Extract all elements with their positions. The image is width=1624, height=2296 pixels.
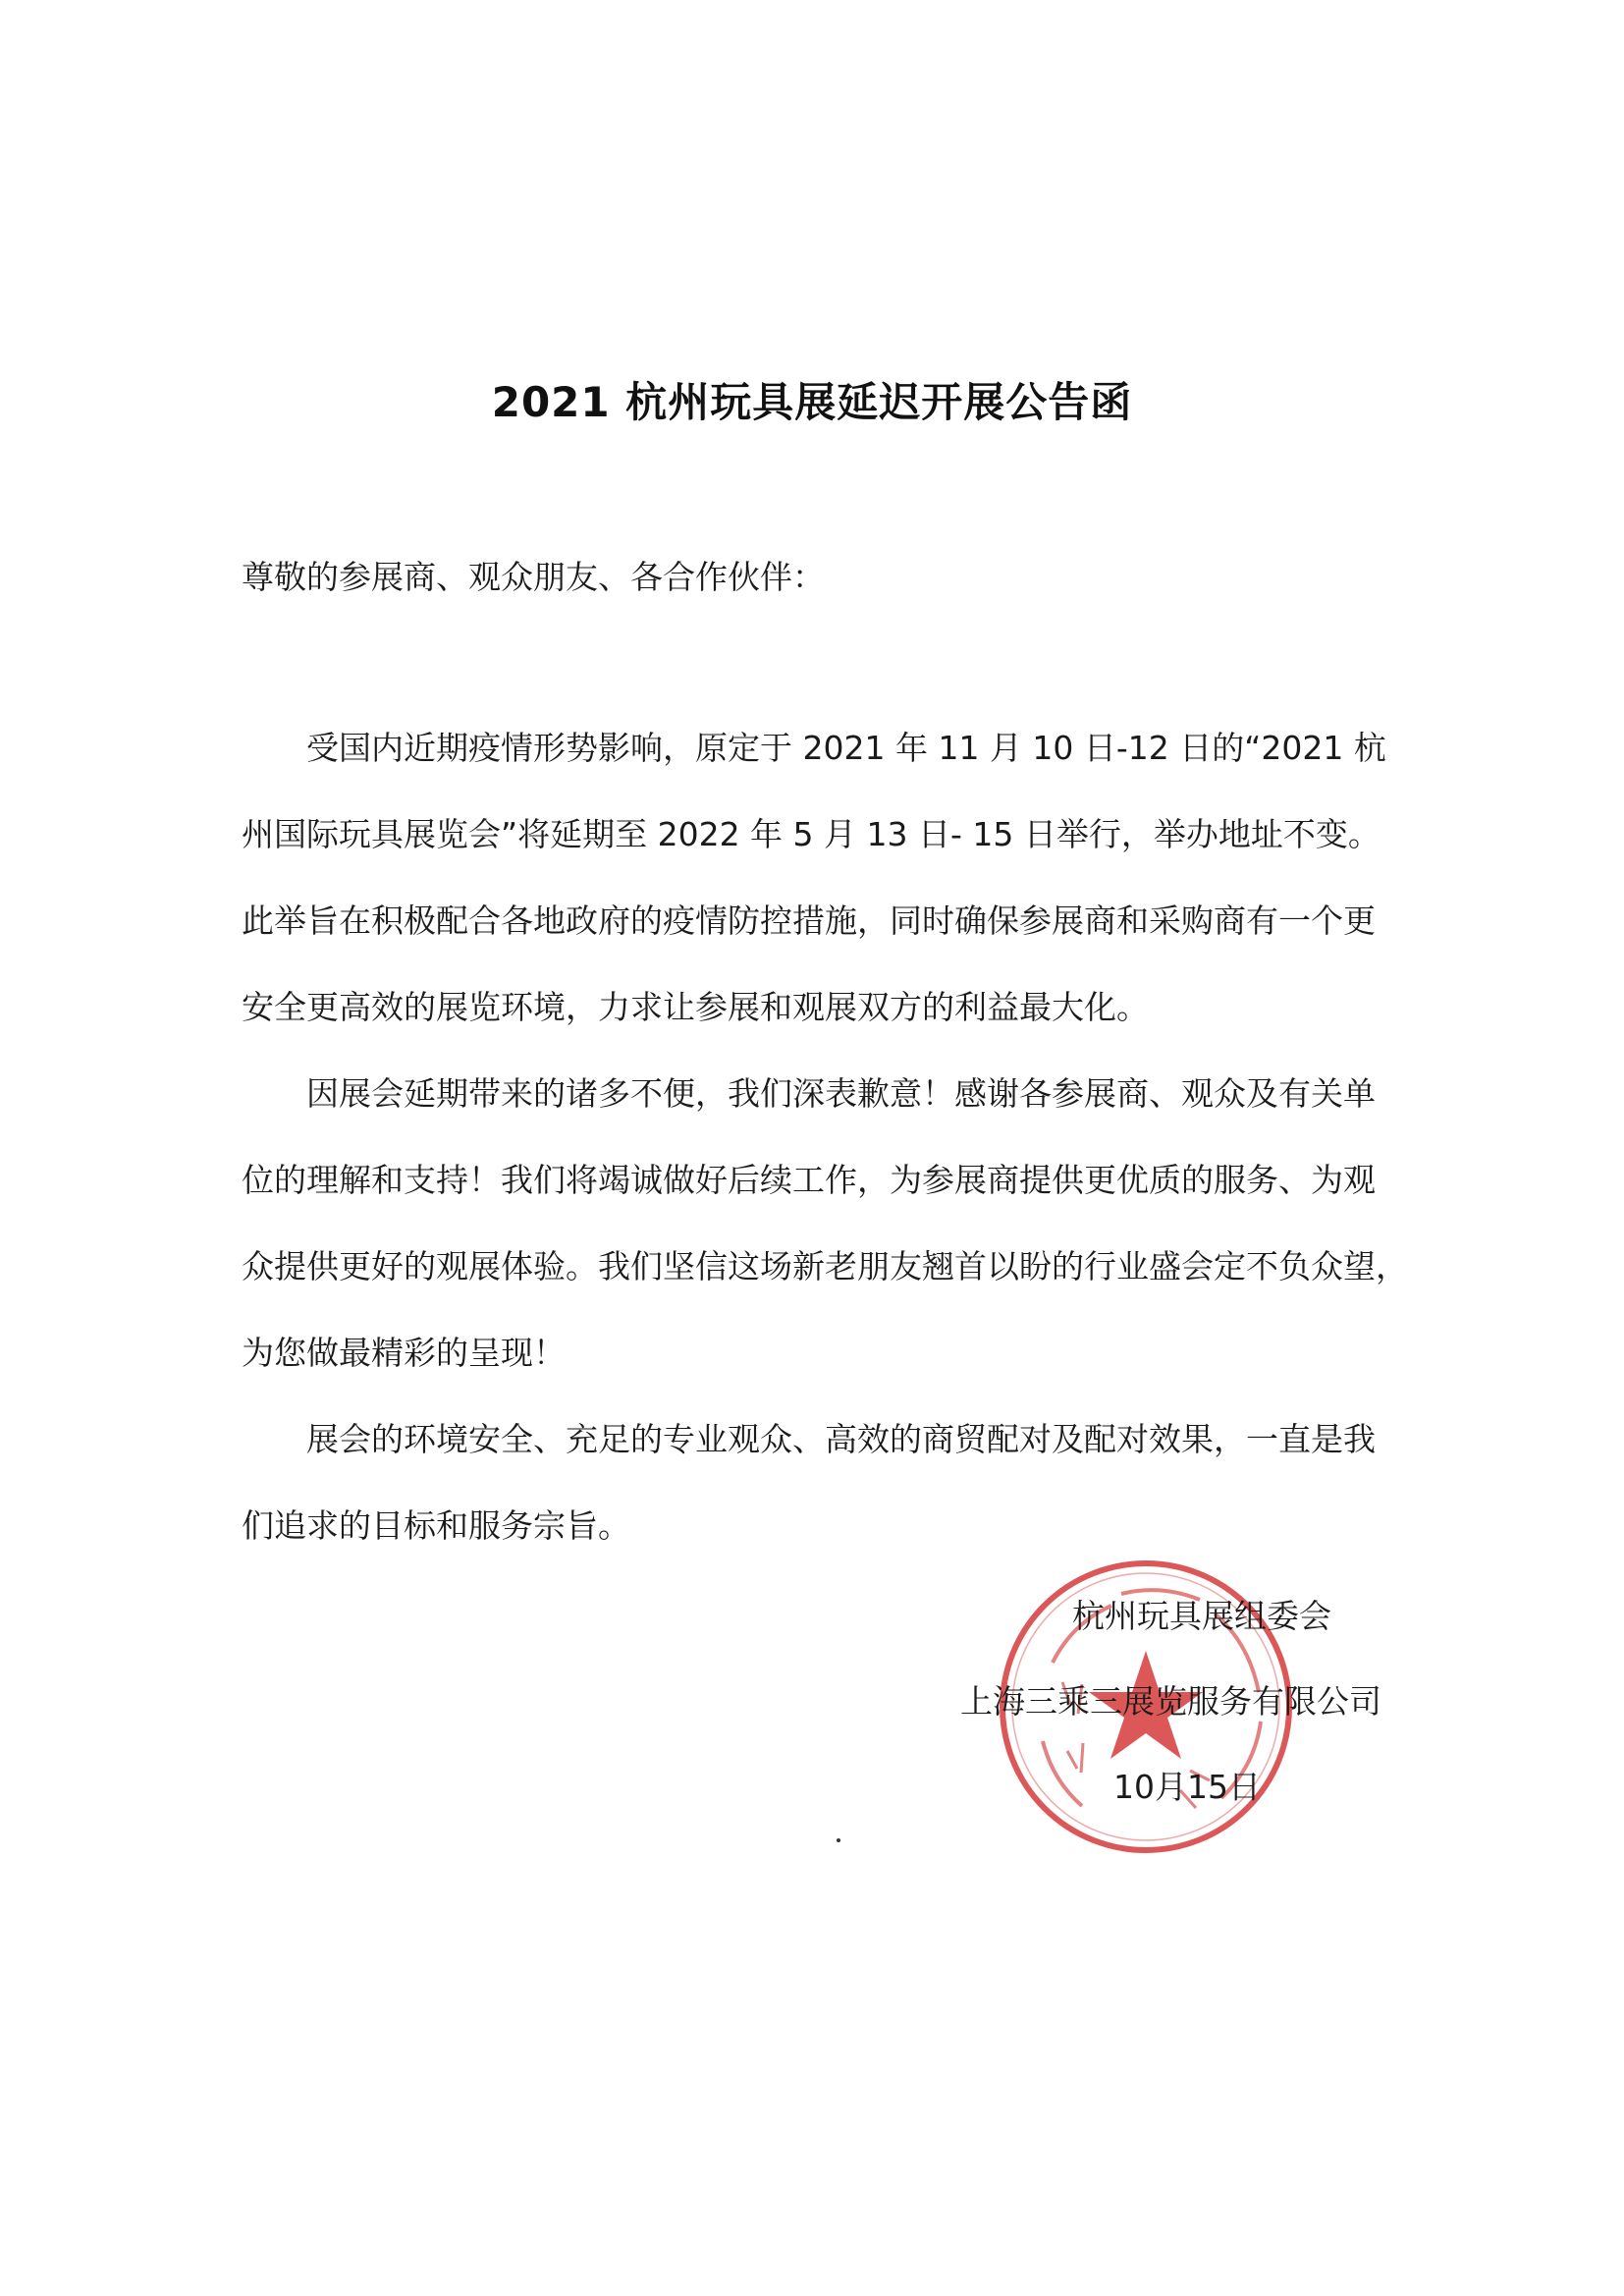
paragraph-line: 因展会延期带来的诸多不便，我们深表歉意！感谢各参展商、观众及有关单 [242,1074,1376,1113]
paragraph-apology [242,1051,1406,1396]
paragraph-goals [242,1396,1406,1569]
paragraph-line: 为您做最精彩的呈现！ [242,1334,566,1372]
paragraph-postponement [242,705,1406,1051]
paragraph-line: 众提供更好的观展体验。我们坚信这场新老朋友翘首以盼的行业盛会定不负众望， [242,1247,1408,1285]
signature-committee: 杭州玩具展组委会 [1072,1597,1331,1635]
paragraph-line: 州国际玩具展览会”将延期至 2022 年 5 月 13 日- 15 日举行，举办地址不变。 [242,815,1380,853]
paragraph-line: 们追求的目标和服务宗旨。 [242,1506,630,1545]
signature-company: 上海三乘三展览服务有限公司 [960,1682,1381,1721]
paragraph-line: 此举旨在积极配合各地政府的疫情防控措施，同时确保参展商和采购商有一个更 [242,902,1376,940]
paragraph-line: 展会的环境安全、充足的专业观众、高效的商贸配对及配对效果，一直是我 [242,1420,1376,1458]
signature-date: 10月15日 [1113,1768,1261,1806]
scan-speck [837,1838,840,1842]
paragraph-line: 安全更高效的展览环境，力求让参展和观展双方的利益最大化。 [242,988,1149,1026]
paragraph-line: 位的理解和支持！我们将竭诚做好后续工作，为参展商提供更优质的服务、为观 [242,1161,1376,1199]
salutation: 尊敬的参展商、观众朋友、各合作伙伴： [242,558,825,596]
paragraph-line: 受国内近期疫情形势影响，原定于 2021 年 11 月 10 日-12 日的“2021 杭 [242,729,1386,767]
document-title: 2021 杭州玩具展延迟开展公告函 [491,378,1133,426]
